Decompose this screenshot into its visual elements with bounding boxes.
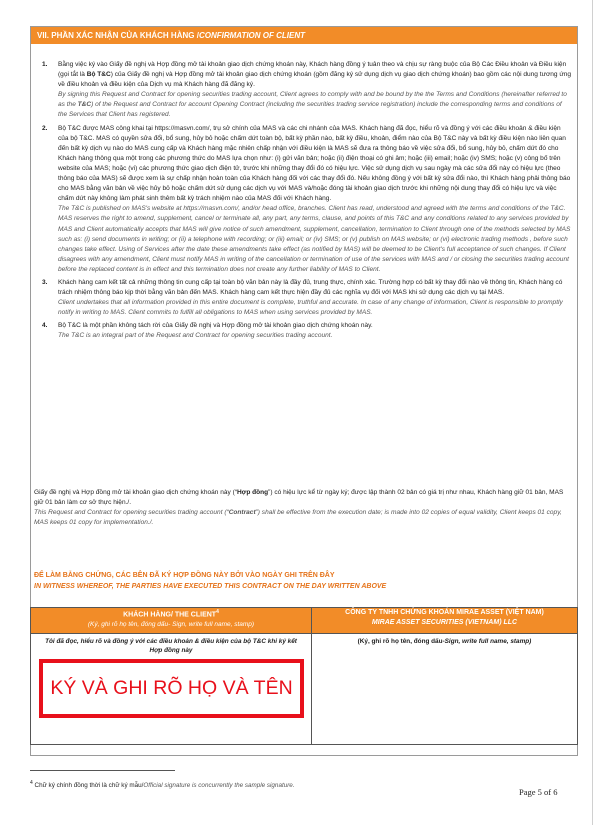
section-title-vn: VII. PHẦN XÁC NHẬN CỦA KHÁCH HÀNG / [37,31,199,40]
client-acknowledgement: Tôi đã đọc, hiểu rõ và đồng ý với các điều khoản & điều kiện của bộ T&C khi ký kết Hợp đồng này [45,638,297,655]
clause-2-vn: Bộ T&C được MAS công khai tại https://masvn.com/, trụ sở chính của MAS và các chi nhánh của MAS. Khách hàng đã đọc, hiểu rõ và đồng ý với các điều khoản & điều kiện của bộ T&C. MAS có quyền sửa đổi, bổ sung, hủy bỏ hoặc chấm dứt toàn bộ, bất kỳ phần nào, bất kỳ điều, khoản, điểm nào của Bộ T&C này và bất kỳ điều kiện nào liên quan đến bất kỳ dịch vụ nào do MAS cung cấp và Khách hàng mặc nhiên chấp nhận với điều kiện là MAS sẽ đưa ra thông báo về việc sửa đổi, bổ sung, hủy bỏ, chấm dứt đó cho Khách hàng thông qua một trong các phương thức do MAS lựa chọn như: (i) gửi văn bản; hoặc (ii) điện thoại có ghi âm; hoặc (iii) email; hoặc (iv) SMS; hoặc (v) công bố trên website của MAS; hoặc (vi) các phương thức giao dịch điện tử, trước khi những thay đổi đó có hiệu lực. Việc sử dụng dịch vụ sau ngày mà các sửa đổi này có hiệu lực (theo thông báo của MAS) sẽ được xem là sự chấp nhận hoàn toàn của Khách hàng đối với các thay đổi đó. Nếu không đồng ý với bất kỳ sửa đổi nào, thì Khách hàng phải thông báo cho MAS bằng văn bản về việc hủy bỏ hoặc chấm dứt sử dụng các dịch vụ với MAS và/hoặc đóng tài khoản giao dịch trước khi những nội dung thay đổi có hiệu lực và việc chấm dứt này không làm phát sinh thêm bất kỳ trách nhiệm nào của MAS đối với Khách hàng. [58,124,571,203]
clause-3 [40,278,572,318]
clause-1 [40,60,572,121]
witness-en: IN WITNESS WHEREOF, THE PARTIES HAVE EXECUTED THIS CONTRACT ON THE DAY WRITTEN ABOVE [34,582,387,590]
effect-vn: Giấy đề nghị và Hợp đồng mở tài khoản giao dịch chứng khoán này (“Hợp đồng”) có hiệu lực kể từ ngày ký; được lập thành 02 bản có giá trị như nhau, Khách hàng giữ 01 bản, MAS giữ 01 bản làm cơ sở thực hiện./. [34,489,564,507]
clause-number: 1. [42,61,48,68]
clause-1-vn: Bằng việc ký vào Giấy đề nghị và Hợp đồng mở tài khoản giao dịch chứng khoán này, Khách hàng đồng ý tuân theo và chịu sự ràng buộc của Bộ Các Điều khoản và Điều kiện (gọi tắt là Bộ T&C) của Giấy đề nghị và Hợp đồng mở tài khoản giao dịch chứng khoán (gồm đăng ký sử dụng dịch vụ giao dịch chứng khoán) bao gồm các nội dung tương ứng về điều khoản và điều kiện của Dịch vụ mà Khách hàng đã đăng ký. [58,61,572,89]
company-instruction-en: Sign, write full name, stamp) [444,638,532,645]
effect-en: This Request and Contract for opening securities trading account (“Contract”) shall be effective from the execution date; is made into 02 copies of equal validity, Client keeps 01 copy, MAS keeps 01 copy for implementation./. [34,509,562,527]
clause-number: 2. [42,124,48,132]
company-instruction-vn: (Ký, ghi rõ họ tên, đóng dấu- [357,638,445,645]
clause-3-vn: Khách hàng cam kết tất cả những thông tin cung cấp tại toàn bộ văn bản này là đầy đủ, trung thực, chính xác. Trường hợp có bất kỳ thay đổi nào về thông tin, Khách hàng có trách nhiệm thông báo kịp thời bằng văn bản đến MAS. Khách hàng cam kết thực hiện đầy đủ các nghĩa vụ đối với MAS khi sử dụng các dịch vụ tại MAS. [58,278,563,297]
client-signature-header [31,608,312,634]
section-header [31,27,577,44]
clause-3-en: Client undertakes that all information provided in this entire document is complete, truthful and accurate. In case of any change of information, Client is responsible to promptly notify in writing to MAS. Client commits to fulfill all obligations to MAS when using services provided by MAS. [58,299,563,317]
footnote [30,779,450,790]
footnote-divider [30,770,175,771]
effectiveness-statement [34,488,574,528]
footnote-ref: 4 [216,609,219,615]
clause-1-en: By signing this Request and Contract for opening securities trading account, Client agrees to comply with and be bound by the the Terms and Conditions (hereinafter referred to as the T&C) of the Request and Contract for account Opening Contract (including the securities trading service registration) include the corresponding terms and conditions of the Services that Client has registered. [58,91,567,119]
company-title-vn: CÔNG TY TNHH CHỨNG KHOÁN MIRAE ASSET (VIỆT NAM) [345,609,544,616]
footnote-vn: Chữ ký chính đồng thời là chữ ký mẫu/ [32,782,144,790]
witness-vn: ĐỂ LÀM BẰNG CHỨNG, CÁC BÊN ĐÃ KÝ HỢP ĐỒNG NÀY BỞI VÀO NGÀY GHI TRÊN ĐÂY [34,572,335,579]
footnote-en: Official signature is concurrently the sample signature. [143,782,295,790]
clause-4-en: The T&C is an integral part of the Request and Contract for opening securities trading account. [58,332,333,340]
client-instruction: (Ký, ghi rõ họ tên, đóng dấu- Sign, write full name, stamp) [87,620,255,628]
clause-number: 4. [42,322,48,330]
clause-2 [40,124,572,275]
clause-4-vn: Bộ T&C là một phần không tách rời của Giấy đề nghị và Hợp đồng mở tài khoản giao dịch chứng khoán này. [58,322,373,330]
clause-list [40,60,572,342]
company-signature-area[interactable] [312,634,578,745]
company-title-en: MIRAE ASSET SECURITIES (VIETNAM) LLC [371,618,518,626]
clause-4 [40,321,572,341]
client-title: KHÁCH HÀNG/ THE CLIENT [123,611,217,619]
clause-number: 3. [42,278,48,286]
clause-2-en: The T&C is published on MAS's website at https://masvn.com/, and/or head office, branches. Client has read, understood and agreed with the terms and conditions of the T&C. MAS reserves the right to amend, supplement, cancel or terminate all, any part, any terms, clause, and points of this T&C and any conditions related to any services provided by MAS and Client automatically accepts that MAS will give notice of such amendment, supplement, cancellation, termination to Client through one of the methods selected by MAS such as: (i) send documents in writing; or (ii) a telephone with recording; or (iii) email; or (iv) SMS; or (v) publish on MAS website; or (vi) electronic trading methods , before such changes take effect. Using of Services after the date these amendments take effect (as notified by MAS) will be deemed to be Client's full acceptance of such changes. If Client disagrees with any amendment, Client must notify MAS in writing of the cancellation or termination of use of the services with MAS and / or closing the securities trading account before the replaced content is in effect and this termination does not create any further liability of MAS to Client. [58,205,571,273]
witness-statement [34,571,574,592]
page-number: Page 5 of 6 [519,787,558,797]
company-signature-header [312,608,578,634]
sign-here-annotation: KÝ VÀ GHI RÕ HỌ VÀ TÊN [39,659,304,718]
section-title-en: CONFIRMATION OF CLIENT [198,31,305,40]
footnote-number: 4 [30,780,33,786]
